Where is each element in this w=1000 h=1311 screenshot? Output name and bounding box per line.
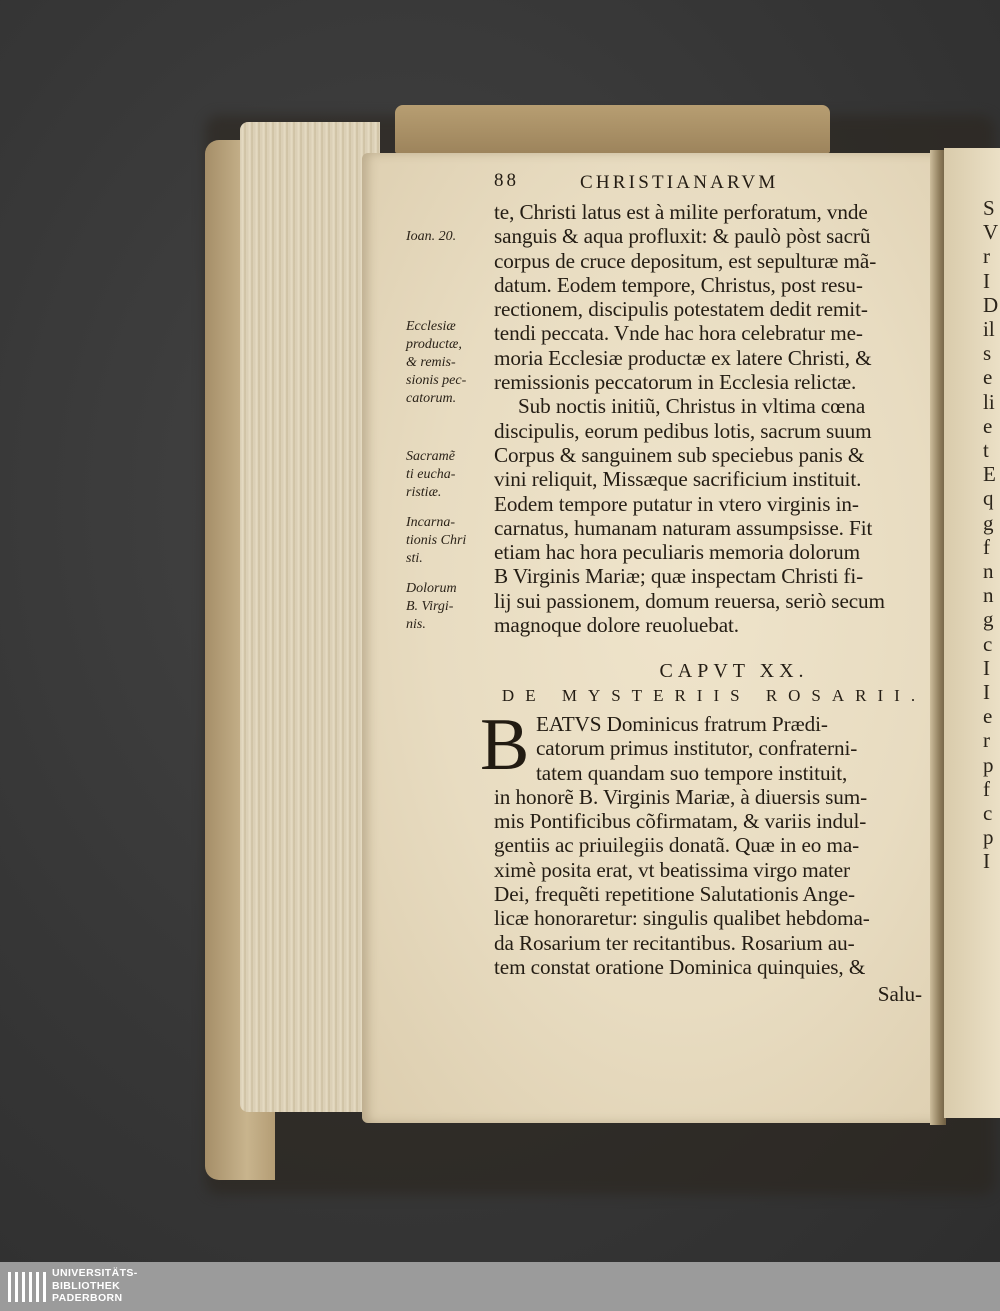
facing-page-letter: e [983,413,993,438]
margin-note-line: Ecclesiæ [406,319,456,334]
margin-note-line: sionis pec- [406,373,467,388]
margin-note-line: B. Virgi- [406,599,454,614]
facing-page-letter: r [983,728,990,753]
margin-note-line: & remis- [406,355,456,370]
text-line: Corpus & sanguinem sub speciebus panis & [494,442,865,467]
facing-page-letter: e [983,704,993,729]
facing-page-letter: g [983,510,994,535]
text-line: tendi peccata. Vnde hac hora celebratur me- [494,321,863,346]
facing-page-letter: g [983,607,994,632]
margin-note [406,514,488,568]
text-line: EATVS Dominicus fratrum Prædi- [536,712,828,736]
text-line: Eodem tempore putatur in vtero virginis in- [494,491,859,516]
text-line: da Rosarium ter recitantibus. Rosarium au- [494,930,855,955]
library-name [52,1267,138,1305]
text-line: datum. Eodem tempore, Christus, post resu- [494,272,863,297]
facing-page-text [983,196,1000,874]
page-edges [240,122,380,1112]
margin-note-line: ti eucha- [406,467,456,482]
facing-page-letter: f [983,534,990,559]
drop-capital: B [480,704,530,786]
library-name-line: BIBLIOTHEK [52,1279,121,1292]
text-line: ximè posita erat, vt beatissima virgo mater [494,857,850,882]
text-line: vini reliquit, Missæque sacrificium instituit. [494,467,862,492]
text-line: Dei, frequẽti repetitione Salutationis Ange- [494,882,855,907]
facing-page-letter: s [983,341,992,366]
facing-page-letter: c [983,801,993,826]
library-logo-icon [6,1266,46,1306]
margin-note-line: sti. [406,551,423,566]
book-cover-top [395,105,830,153]
text-line: lij sui passionem, domum reuersa, seriò secum [494,588,885,613]
text-line: discipulis, eorum pedibus lotis, sacrum suum [494,418,872,443]
text-line: carnatus, humanam naturam assumpsisse. Fit [494,515,873,540]
margin-note [406,318,488,408]
facing-page-letter: I [983,849,990,874]
text-line: magnoque dolore reuoluebat. [494,613,739,638]
chapter-subtitle: DE MYSTERIIS ROSARII. [501,686,927,705]
facing-page-letter: f [983,776,990,801]
margin-note-line: nis. [406,617,426,632]
facing-page-letter: p [983,752,994,777]
facing-page-letter: r [983,244,990,269]
margin-note-line: productæ, [406,337,462,352]
text-line: rectionem, discipulis potestatem dedit remit- [494,297,868,322]
text-line: licæ honoraretur: singulis qualibet hebdoma- [494,906,870,931]
margin-note-line: Ioan. 20. [406,229,457,244]
text-line: B Virginis Mariæ; quæ inspectam Christi fi- [494,564,864,589]
text-line: etiam hac hora peculiaris memoria dolorum [494,540,860,565]
library-name-line: PADERBORN [52,1292,123,1304]
facing-page-letter: c [983,631,993,656]
text-line: remissionis peccatorum in Ecclesia relictæ. [494,370,857,395]
library-footer [0,1262,1000,1311]
facing-page-letter: q [983,486,994,511]
text-line: gentiis ac priuilegiis donatã. Quæ in eo ma- [494,833,860,858]
margin-note-line: Incarna- [406,515,455,530]
chapter-title: CAPVT XX. [659,660,809,682]
facing-page-letter: I [983,680,990,705]
facing-page-letter: I [983,655,990,680]
facing-page-letter: t [983,438,989,463]
body-text [494,200,934,637]
catchword: Salu- [877,982,922,1006]
margin-note-line: catorum. [406,391,457,406]
text-line: Sub noctis initiũ, Christus in vltima cœna [518,394,866,419]
facing-page-letter: D [983,292,999,317]
text-line: catorum primus institutor, confraterni- [536,736,858,761]
text-line: tem constat oratione Dominica quinquies, & [494,954,866,979]
chapter-body-text [494,712,934,979]
margin-note [406,448,488,502]
text-line: corpus de cruce depositum, est sepulturæ mã- [494,248,877,273]
text-line: tatem quandam suo tempore instituit, [536,760,848,785]
facing-page-letter: I [983,268,990,293]
facing-page-letter: S [983,196,995,220]
margin-note-line: ristiæ. [406,485,442,500]
margin-note-line: Sacramẽ [406,449,455,464]
facing-page-letter: e [983,365,993,390]
text-line: mis Pontificibus cõfirmatam, & variis indul- [494,809,867,834]
facing-page-letter: E [983,462,996,487]
facing-page-letter: n [983,583,994,608]
text-line: sanguis & aqua profluxit: & paulò pòst sacrũ [494,224,871,249]
facing-page-letter: li [983,389,995,414]
margin-note-line: Dolorum [406,581,457,596]
text-line: te, Christi latus est à milite perforatum, vnde [494,200,868,224]
running-head: CHRISTIANARVM [580,172,779,193]
margin-note [406,580,488,634]
page-number: 88 [494,170,519,191]
text-line: in honorẽ B. Virginis Mariæ, à diuersis sum- [494,784,868,809]
library-name-line: UNIVERSITÄTS- [52,1267,138,1279]
margin-note-line: tionis Chri [406,533,467,548]
margin-note [406,228,488,246]
text-line: moria Ecclesiæ productæ ex latere Christi, & [494,345,872,370]
facing-page-letter: V [983,220,999,245]
facing-page-letter: n [983,559,994,584]
facing-page-letter: il [983,317,995,342]
facing-page-letter: p [983,825,994,850]
